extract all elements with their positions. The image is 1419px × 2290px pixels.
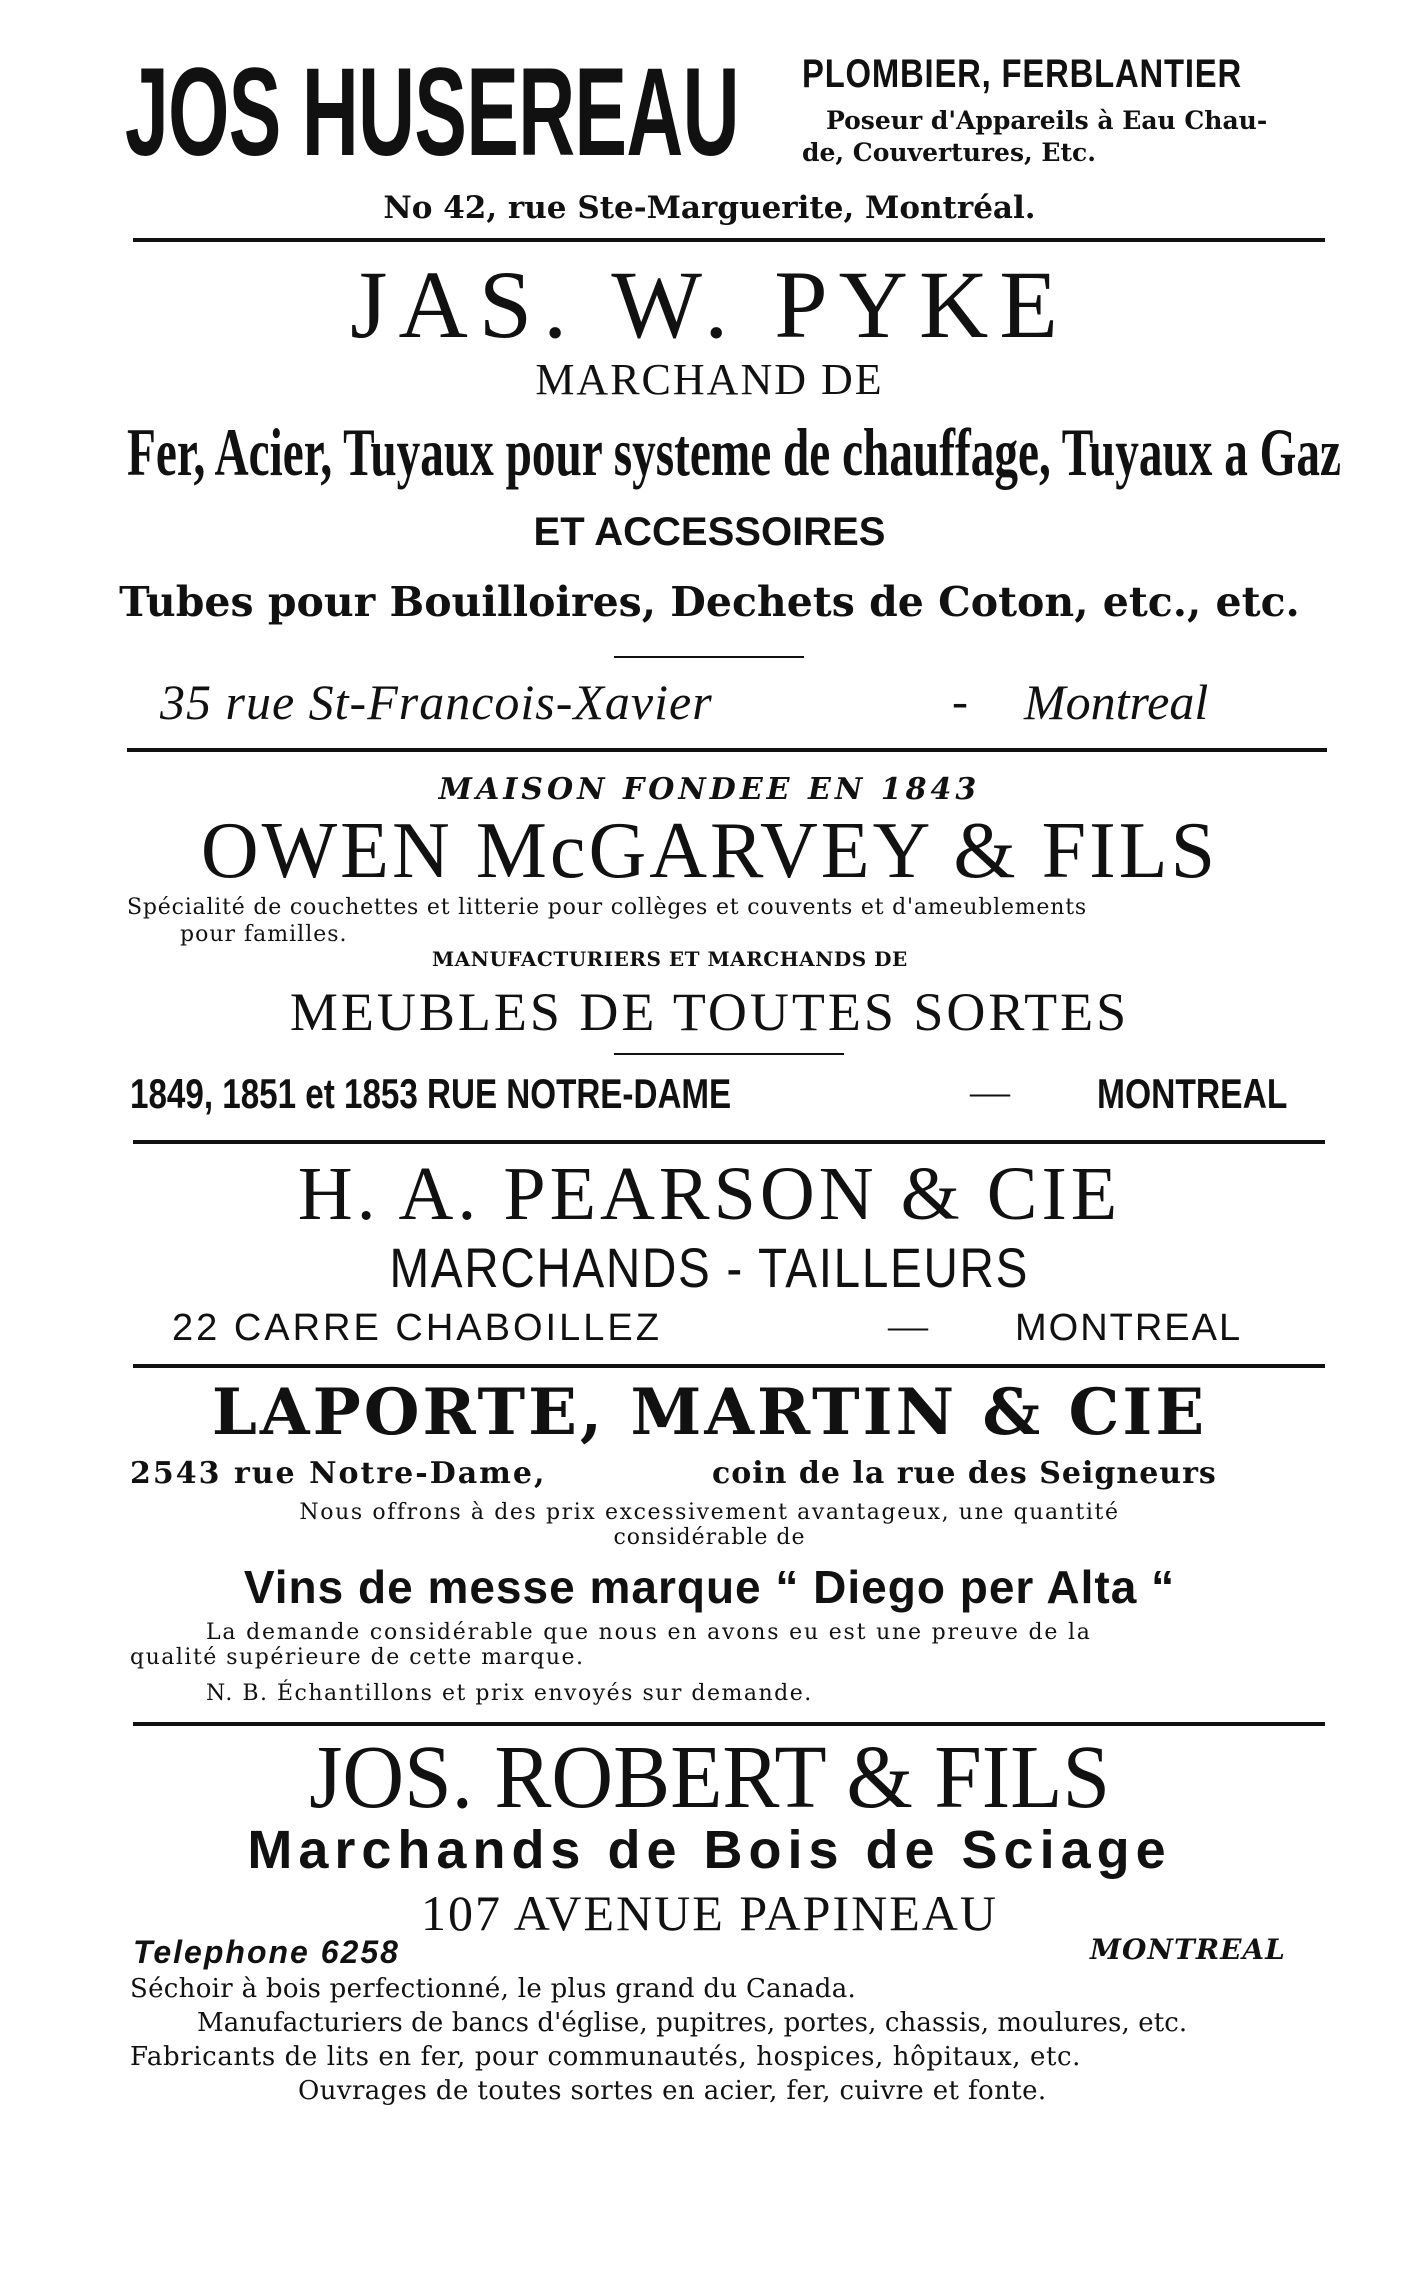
divider-5 [133, 1722, 1325, 1726]
robert-line1: Séchoir à bois perfectionné, le plus grand du Canada. [130, 1974, 857, 2004]
husereau-trade: PLOMBIER, FERBLANTIER [802, 52, 1242, 96]
robert-line4: Ouvrages de toutes sortes en acier, fer, cuivre et fonte. [298, 2076, 1047, 2106]
divider-3 [133, 1140, 1325, 1144]
mcgarvey-address: 1849, 1851 et 1853 RUE NOTRE-DAME [130, 1070, 732, 1117]
laporte-demand1: La demande considérable que nous en avons eu est une preuve de la [206, 1620, 1092, 1645]
robert-line3: Fabricants de lits en fer, pour communautés, hospices, hôpitaux, etc. [130, 2042, 1082, 2072]
divider-1 [133, 238, 1325, 242]
pyke-short-rule [614, 656, 804, 658]
mcgarvey-specialty1: Spécialité de couchettes et litterie pour collèges et couvents et d'ameublements [127, 895, 1087, 920]
robert-line2: Manufacturiers de bancs d'église, pupitres, portes, chassis, moulures, etc. [197, 2008, 1188, 2038]
laporte-addr-right: coin de la rue des Seigneurs [712, 1456, 1217, 1491]
laporte-nb: N. B. Échantillons et prix envoyés sur demande. [206, 1681, 813, 1706]
pyke-subtitle: MARCHAND DE [535, 355, 884, 404]
pearson-address: 22 CARRE CHABOILLEZ [172, 1307, 662, 1349]
laporte-offer1: Nous offrons à des prix excessivement avantageux, une quantité [299, 1500, 1120, 1525]
laporte-addr-left: 2543 rue Notre-Dame, [130, 1456, 547, 1491]
robert-phone: Telephone 6258 [133, 1934, 400, 1970]
laporte-offer2: considérable de [613, 1525, 806, 1550]
pearson-trade: MARCHANDS - TAILLEURS [389, 1236, 1030, 1299]
pyke-separator: - [952, 675, 968, 728]
pyke-city: Montreal [1024, 674, 1209, 730]
mcgarvey-founded: MAISON FONDEE EN 1843 [438, 772, 981, 807]
robert-trade: Marchands de Bois de Sciage [247, 1820, 1172, 1880]
robert-address: 107 AVENUE PAPINEAU [421, 1885, 998, 1941]
laporte-demand2: qualité supérieure de cette marque. [130, 1645, 585, 1670]
mcgarvey-short-rule [614, 1053, 844, 1055]
pearson-name: H. A. PEARSON & CIE [297, 1152, 1122, 1236]
husereau-line2: Poseur d'Appareils à Eau Chau- [826, 106, 1268, 135]
husereau-line3: de, Couvertures, Etc. [802, 138, 1096, 167]
mcgarvey-city: MONTREAL [1097, 1070, 1288, 1117]
pyke-accessories: ET ACCESSOIRES [533, 510, 886, 554]
pyke-street: 35 rue St-Francois-Xavier [160, 674, 713, 730]
divider-4 [133, 1364, 1325, 1368]
robert-city: MONTREAL [1090, 1933, 1286, 1966]
laporte-wine: Vins de messe marque “ Diego per Alta “ [243, 1561, 1176, 1613]
pearson-city: MONTREAL [1015, 1307, 1243, 1349]
divider-2 [127, 748, 1327, 752]
pearson-dash: — [888, 1303, 928, 1348]
husereau-name: JOS HUSEREAU [125, 43, 739, 182]
robert-name: JOS. ROBERT & FILS [309, 1728, 1110, 1827]
pyke-name: JAS. W. PYKE [350, 251, 1069, 358]
mcgarvey-dash: — [970, 1069, 1010, 1114]
mcgarvey-furniture: MEUBLES DE TOUTES SORTES [289, 982, 1130, 1042]
mcgarvey-name: OWEN McGARVEY & FILS [200, 807, 1219, 895]
pyke-tubes: Tubes pour Bouilloires, Dechets de Coton, etc., etc. [119, 578, 1300, 626]
husereau-address: No 42, rue Ste-Marguerite, Montréal. [383, 190, 1036, 226]
laporte-name: LAPORTE, MARTIN & CIE [211, 1375, 1208, 1450]
pyke-goods: Fer, Acier, Tuyaux pour systeme de chauffage, Tuyaux a Gaz [127, 414, 1342, 490]
mcgarvey-specialty2: pour familles. [180, 922, 348, 947]
mcgarvey-makers: MANUFACTURIERS ET MARCHANDS DE [432, 947, 908, 971]
